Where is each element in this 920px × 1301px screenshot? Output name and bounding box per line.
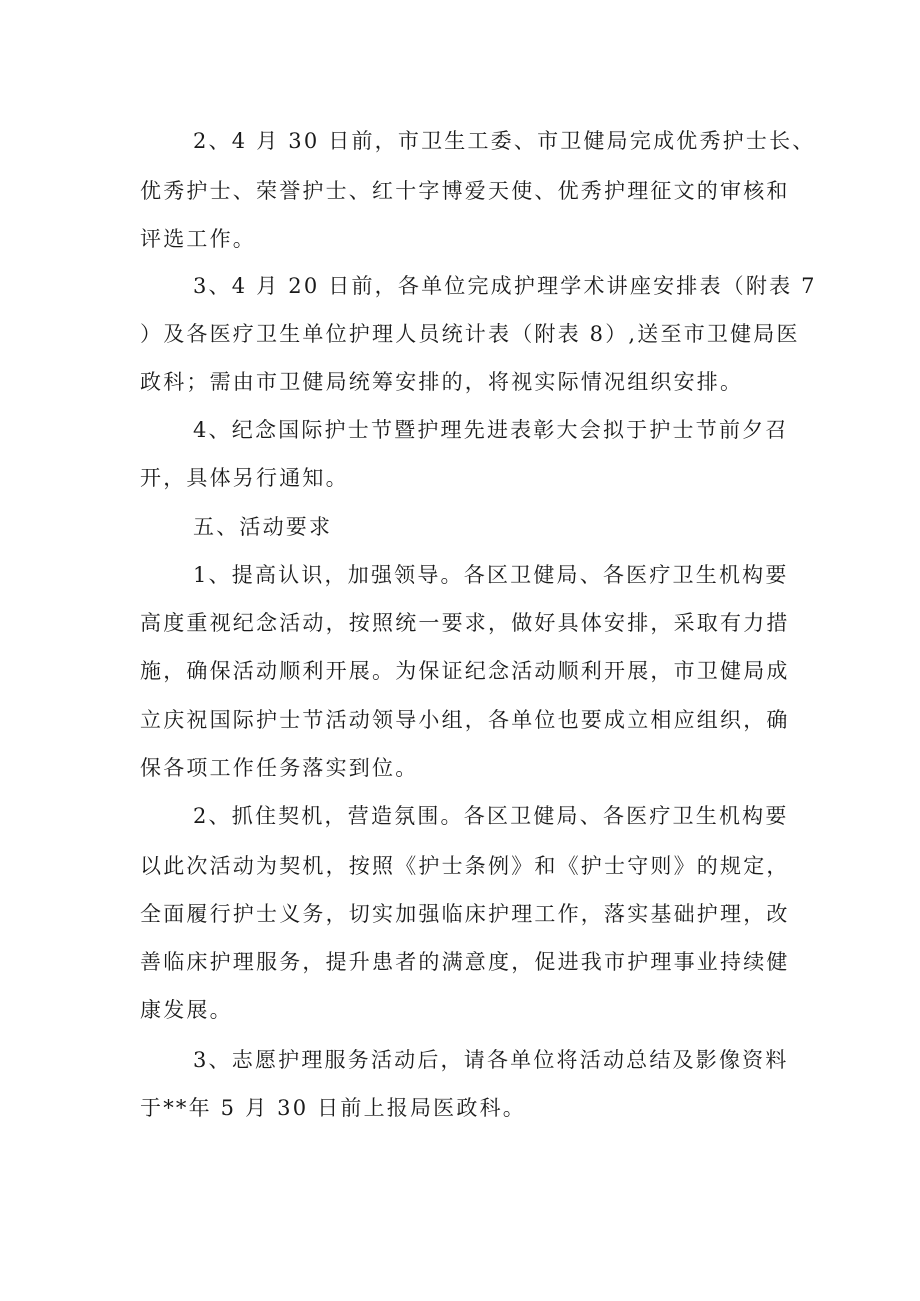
- text-line: 保各项工作任务落实到位。: [140, 756, 419, 780]
- text-line: 施，确保活动顺利开展。为保证纪念活动顺利开展，市卫健局成: [140, 659, 790, 683]
- text-line: 善临床护理服务，提升患者的满意度，促进我市护理事业持续健: [140, 950, 790, 974]
- text-line: 评选工作。: [140, 227, 256, 251]
- text-line: 高度重视纪念活动，按照统一要求，做好具体安排，采取有力措: [140, 611, 790, 635]
- text-line: 开，具体另行通知。: [140, 466, 349, 490]
- text-line: 以此次活动为契机，按照《护士条例》和《护士守则》的规定，: [140, 854, 790, 878]
- text-line: 立庆祝国际护士节活动领导小组，各单位也要成立相应组织，确: [140, 708, 790, 732]
- text-line: 4、纪念国际护士节暨护理先进表彰大会拟于护士节前夕召: [193, 418, 789, 442]
- text-line: 1、提高认识，加强领导。各区卫健局、各医疗卫生机构要: [193, 563, 789, 587]
- text-line: 全面履行护士义务，切实加强临床护理工作，落实基础护理，改: [140, 902, 790, 926]
- text-line: 康发展。: [140, 998, 233, 1022]
- section-heading: 五、活动要求: [193, 515, 333, 539]
- text-line: 2、4 月 30 日前，市卫生工委、市卫健局完成优秀护士长、: [193, 129, 816, 153]
- text-line: ）及各医疗卫生单位护理人员统计表（附表 8）,送至市卫健局医: [140, 322, 800, 346]
- text-line: 于**年 5 月 30 日前上报局医政科。: [140, 1096, 526, 1120]
- text-line: 3、4 月 20 日前，各单位完成护理学术讲座安排表（附表 7: [193, 274, 817, 298]
- text-line: 优秀护士、荣誉护士、红十字博爱天使、优秀护理征文的审核和: [140, 179, 790, 203]
- text-line: 政科；需由市卫健局统筹安排的，将视实际情况组织安排。: [140, 370, 744, 394]
- text-line: 3、志愿护理服务活动后，请各单位将活动总结及影像资料: [193, 1048, 789, 1072]
- text-line: 2、抓住契机，营造氛围。各区卫健局、各医疗卫生机构要: [193, 804, 789, 828]
